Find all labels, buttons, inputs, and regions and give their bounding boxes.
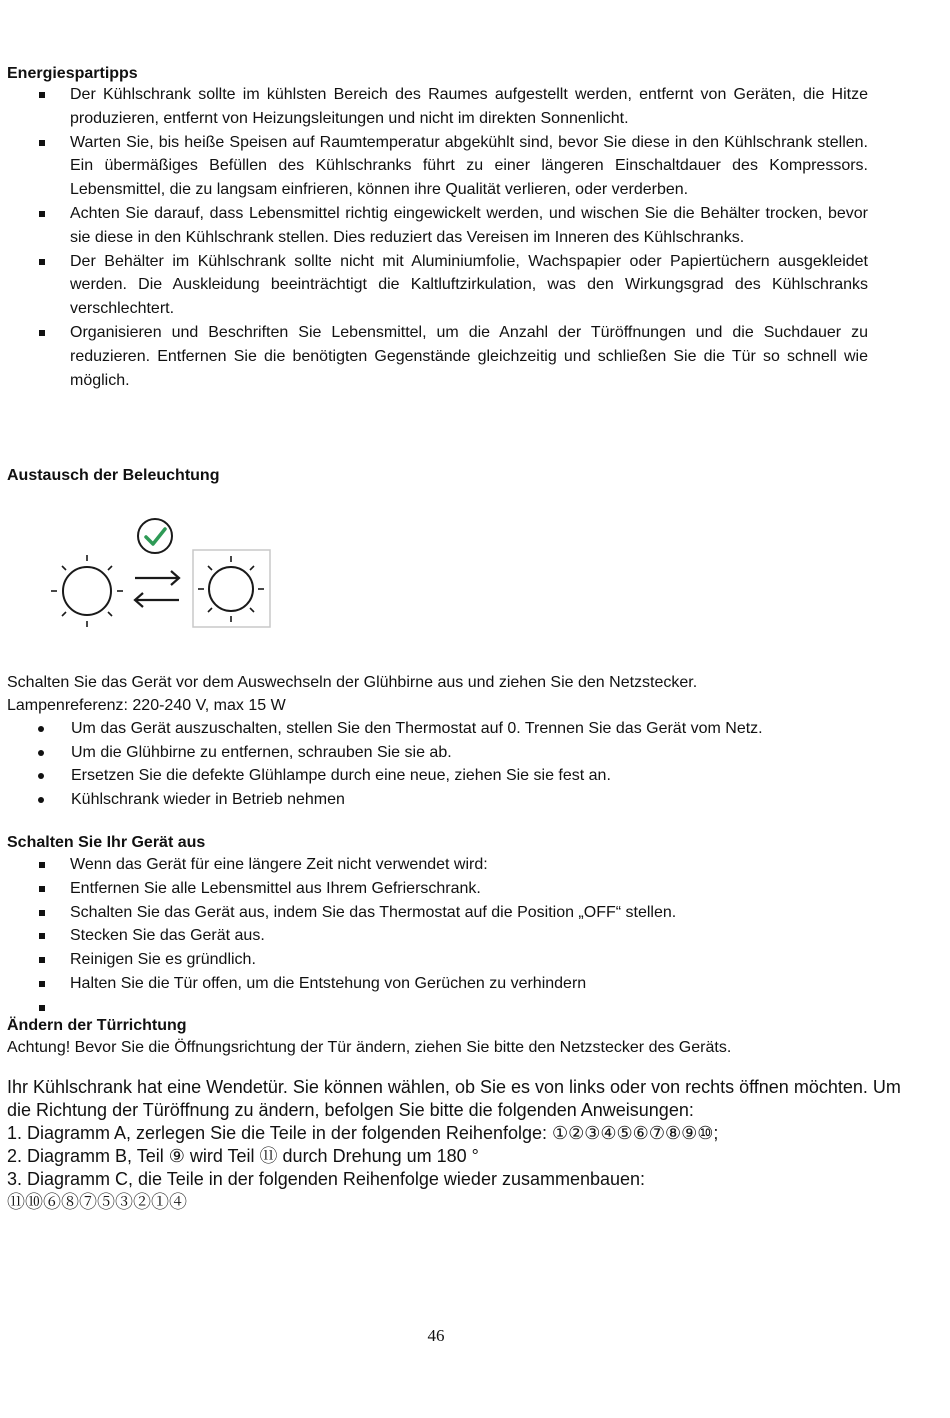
list-item: Der Kühlschrank sollte im kühlsten Bereich des Raumes aufgestellt werden, entfernt von Geräten, die Hitze produzieren, entfernt von Heizungsleitungen und nicht im direkten Sonnenlicht. bbox=[0, 83, 868, 131]
square-bullet-icon bbox=[39, 211, 45, 217]
section-title-lamp: Austausch der Beleuchtung bbox=[7, 467, 220, 484]
square-bullet-icon bbox=[39, 910, 45, 916]
square-bullet-icon bbox=[39, 957, 45, 963]
list-item: Reinigen Sie es gründlich. bbox=[0, 948, 900, 972]
square-bullet-icon bbox=[39, 862, 45, 868]
round-bullet-icon bbox=[38, 797, 44, 803]
round-bullet-icon bbox=[38, 750, 44, 756]
lamp-replacement-illustration bbox=[45, 512, 275, 630]
swap-arrows-icon bbox=[135, 571, 179, 607]
door-step-1: 1. Diagramm A, zerlegen Sie die Teile in der folgenden Reihenfolge: ①②③④⑤⑥⑦⑧⑨⑩; bbox=[7, 1123, 719, 1143]
square-bullet-icon bbox=[39, 259, 45, 265]
section-title-switch-off: Schalten Sie Ihr Gerät aus bbox=[7, 834, 206, 851]
door-warning-text: Achtung! Bevor Sie die Öffnungsrichtung der Tür ändern, ziehen Sie bitte den Netzstecker des Geräts. bbox=[7, 1039, 732, 1056]
square-bullet-icon bbox=[39, 1005, 45, 1011]
switch-off-list bbox=[0, 853, 900, 1016]
door-reassembly-sequence: ⑪⑩⑥⑧⑦⑤③②①④ bbox=[7, 1192, 187, 1212]
square-bullet-icon bbox=[39, 933, 45, 939]
round-bullet-icon bbox=[38, 726, 44, 732]
list-item: Kühlschrank wieder in Betrieb nehmen bbox=[0, 788, 900, 812]
list-item: Warten Sie, bis heiße Speisen auf Raumtemperatur abgekühlt sind, bevor Sie diese in den Kühlschrank stellen. Ein übermäßiges Befüllen des Kühlschranks führt zu einer längeren Einschaltdauer des Kompressors. Lebensmittel, die zu langsam einfrieren, können ihre Qualität verlieren, oder verderben. bbox=[0, 131, 868, 202]
list-item: Der Behälter im Kühlschrank sollte nicht mit Aluminiumfolie, Wachspapier oder Papiertüchern ausgekleidet werden. Die Auskleidung beeinträchtigt die Kaltluftzirkulation, was den Wirkungsgrad des Kühlschranks verschlechtert. bbox=[0, 250, 868, 321]
list-item: Um das Gerät auszuschalten, stellen Sie den Thermostat auf 0. Trennen Sie das Gerät vom Netz. bbox=[0, 717, 900, 741]
square-bullet-icon bbox=[39, 140, 45, 146]
list-item bbox=[0, 996, 900, 1016]
list-item: Ersetzen Sie die defekte Glühlampe durch eine neue, ziehen Sie sie fest an. bbox=[0, 764, 900, 788]
square-bullet-icon bbox=[39, 92, 45, 98]
energy-tips-list bbox=[0, 83, 868, 392]
list-item: Achten Sie darauf, dass Lebensmittel richtig eingewickelt werden, und wischen Sie die Behälter trocken, bevor sie diese in den Kühlschrank stellen. Dies reduziert das Vereisen im Inneren des Kühlschranks. bbox=[0, 202, 868, 250]
door-instructions bbox=[7, 1076, 907, 1214]
list-item: Organisieren und Beschriften Sie Lebensmittel, um die Anzahl der Türöffnungen und die Suchdauer zu reduzieren. Entfernen Sie die benötigten Gegenstände gleichzeitig und schließen Sie die Tür so schnell wie möglich. bbox=[0, 321, 868, 392]
sun-bulb-in-box-icon bbox=[193, 550, 270, 627]
list-item: Halten Sie die Tür offen, um die Entstehung von Gerüchen zu verhindern bbox=[0, 972, 900, 996]
section-title-energy: Energiespartipps bbox=[7, 65, 138, 82]
square-bullet-icon bbox=[39, 886, 45, 892]
list-item: Entfernen Sie alle Lebensmittel aus Ihrem Gefrierschrank. bbox=[0, 877, 900, 901]
lamp-steps-list bbox=[0, 717, 900, 811]
list-item: Um die Glühbirne zu entfernen, schrauben Sie sie ab. bbox=[0, 741, 900, 765]
door-step-2: 2. Diagramm B, Teil ⑨ wird Teil ⑪ durch Drehung um 180 ° bbox=[7, 1146, 479, 1166]
door-intro-text: Ihr Kühlschrank hat eine Wendetür. Sie können wählen, ob Sie es von links oder von rechts öffnen möchten. Um die Richtung der Türöffnung zu ändern, befolgen Sie bitte die folgenden Anweisungen: bbox=[7, 1077, 901, 1120]
checkmark-circle-icon bbox=[138, 519, 172, 553]
list-item: Stecken Sie das Gerät aus. bbox=[0, 924, 900, 948]
lamp-intro-text: Schalten Sie das Gerät vor dem Auswechseln der Glühbirne aus und ziehen Sie den Netzstecker. bbox=[7, 674, 698, 691]
page-number: 46 bbox=[427, 1326, 445, 1345]
list-item: Wenn das Gerät für eine längere Zeit nicht verwendet wird: bbox=[0, 853, 900, 877]
lamp-reference-text: Lampenreferenz: 220-240 V, max 15 W bbox=[7, 697, 286, 714]
round-bullet-icon bbox=[38, 773, 44, 779]
square-bullet-icon bbox=[39, 330, 45, 336]
square-bullet-icon bbox=[39, 981, 45, 987]
section-title-door: Ändern der Türrichtung bbox=[7, 1017, 187, 1034]
list-item: Schalten Sie das Gerät aus, indem Sie das Thermostat auf die Position „OFF“ stellen. bbox=[0, 901, 900, 925]
door-step-3: 3. Diagramm C, die Teile in der folgenden Reihenfolge wieder zusammenbauen: bbox=[7, 1169, 646, 1189]
sun-bulb-icon bbox=[51, 555, 123, 627]
